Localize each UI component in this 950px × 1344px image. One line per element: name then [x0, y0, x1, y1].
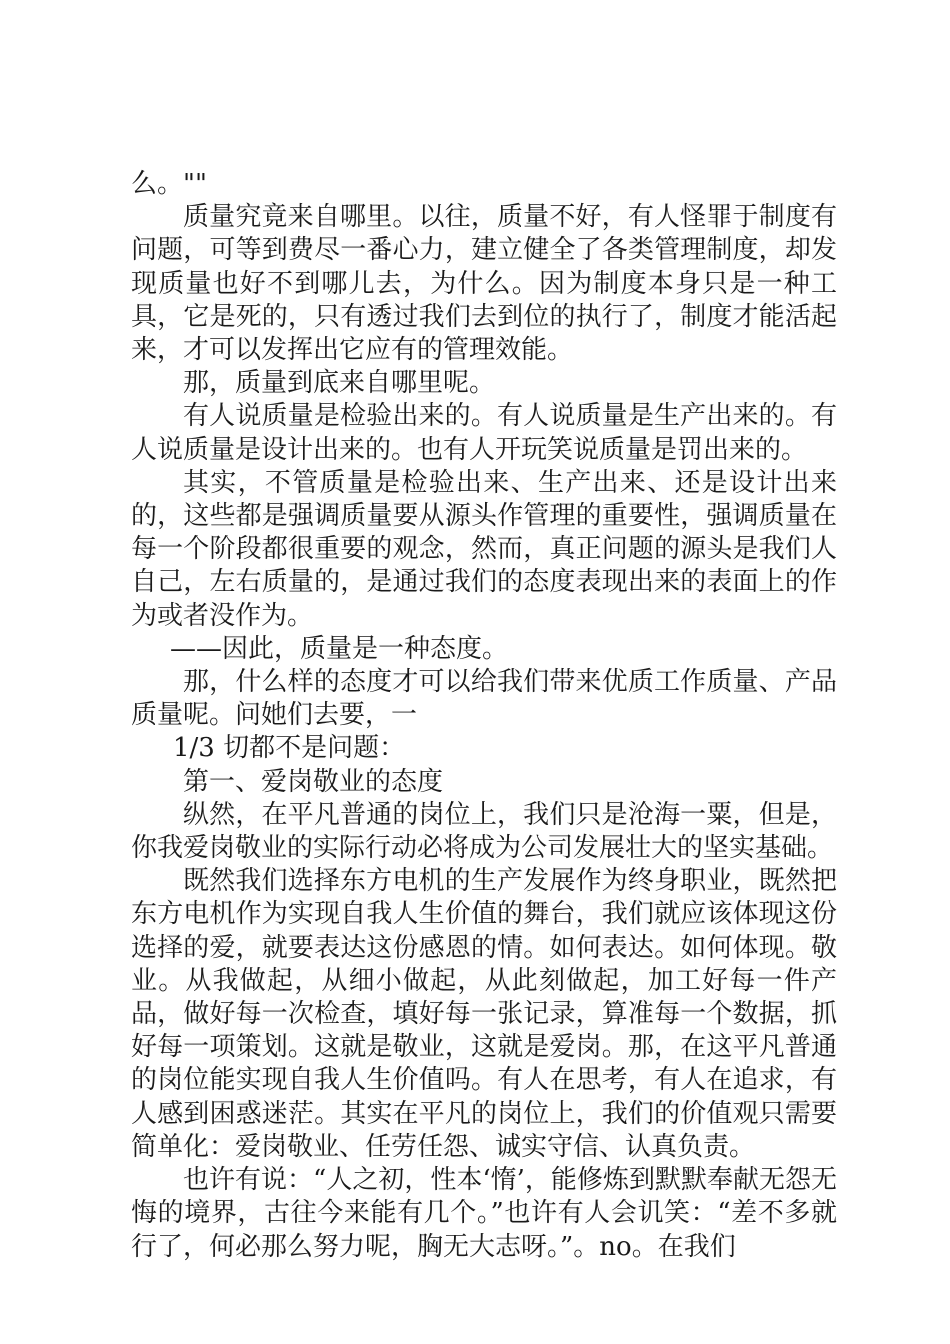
- paragraph: 也许有说：“人之初，性本‘惰’，能修炼到默默奉献无怨无悔的境界，古往今来能有几个。”也许有人会讥笑：“差不多就行了，何必那么努力呢，胸无大志呀。”。no。在我们: [131, 1165, 837, 1262]
- document-body: [131, 168, 837, 1264]
- paragraph: 其实，不管质量是检验出来、生产出来、还是设计出来的，这些都是强调质量要从源头作管理的重要性，强调质量在每一个阶段都很重要的观念，然而，真正问题的源头是我们人自己，左右质量的，是通过我们的态度表现出来的表面上的作为或者没作为。: [131, 467, 837, 631]
- paragraph: 那，什么样的态度才可以给我们带来优质工作质量、产品质量呢。问她们去要，一: [131, 667, 837, 731]
- paragraph: 既然我们选择东方电机的生产发展作为终身职业，既然把东方电机作为实现自我人生价值的舞台，我们就应该体现这份选择的爱，就要表达这份感恩的情。如何表达。如何体现。敬业。从我做起，从细小做起，从此刻做起，加工好每一件产品，做好每一次检查，填好每一张记录，算准每一个数据，抓好每一项策划。这就是敬业，这就是爱岗。那，在这平凡普通的岗位能实现自我人生价值吗。有人在思考，有人在追求，有人感到困惑迷茫。其实在平凡的岗位上，我们的价值观只需要简单化：爱岗敬业、任劳任怨、诚实守信、认真负责。: [131, 866, 837, 1162]
- paragraph: 那，质量到底来自哪里呢。: [183, 368, 496, 399]
- paragraph: ——因此，质量是一种态度。: [170, 633, 509, 664]
- page-number-line: 1/3 切都不是问题：: [173, 733, 406, 764]
- section-heading: 第一、爱岗敬业的态度: [183, 766, 444, 797]
- paragraph: 有人说质量是检验出来的。有人说质量是生产出来的。有人说质量是设计出来的。也有人开玩笑说质量是罚出来的。: [131, 401, 837, 465]
- paragraph: 质量究竟来自哪里。以往，质量不好，有人怪罪于制度有问题，可等到费尽一番心力，建立健全了各类管理制度，却发现质量也好不到哪儿去，为什么。因为制度本身只是一种工具，它是死的，只有透过我们去到位的执行了，制度才能活起来，才可以发挥出它应有的管理效能。: [131, 202, 837, 366]
- paragraph: 么。"": [131, 169, 207, 199]
- paragraph: 纵然，在平凡普通的岗位上，我们只是沧海一粟，但是，你我爱岗敬业的实际行动必将成为公司发展壮大的坚实基础。: [131, 799, 837, 864]
